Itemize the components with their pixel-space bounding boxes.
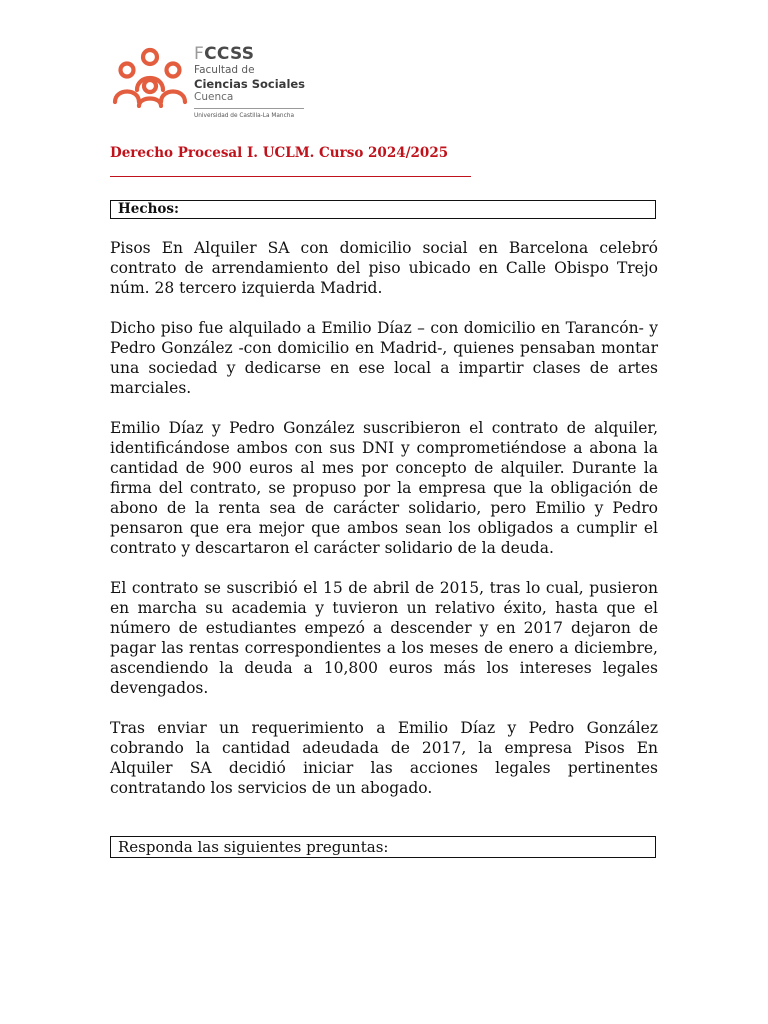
facts-body — [110, 238, 658, 818]
faculty-logo — [112, 44, 312, 128]
course-title-underline — [110, 176, 471, 177]
logo-acronym — [194, 44, 305, 64]
facts-paragraph: Tras enviar un requerimiento a Emilio Díaz y Pedro González cobrando la cantidad adeudada de 2017, la empresa Pisos En Alquiler SA decidió iniciar las acciones legales pertinentes contratando los servicios de un abogado. — [110, 719, 658, 797]
logo-line-campus: Cuenca — [194, 91, 234, 103]
facts-paragraph: Dicho piso fue alquilado a Emilio Díaz – con domicilio en Tarancón- y Pedro González -con domicilio en Madrid-, quienes pensaban montar una sociedad y dedicarse en ese local a impartir clases de artes marciales. — [110, 319, 658, 397]
logo-line-social-sciences: Ciencias Sociales — [194, 77, 306, 91]
people-group-icon — [112, 46, 188, 108]
facts-heading: Hechos: — [110, 200, 656, 219]
facts-paragraph: Pisos En Alquiler SA con domicilio social en Barcelona celebró contrato de arrendamiento del piso ubicado en Calle Obispo Trejo núm. 28 tercero izquierda Madrid. — [110, 239, 658, 297]
logo-university: Universidad de Castilla-La Mancha — [194, 113, 295, 119]
facts-paragraph: Emilio Díaz y Pedro González suscribieron el contrato de alquiler, identificándose ambos con sus DNI y comprometiéndose a abona la cantidad de 900 euros al mes por concepto de alquiler. Durante la firma del contrato, se propuso por la empresa que la obligación de abono de la renta sea de carácter solidario, pero Emilio y Pedro pensaron que era mejor que ambos sean los obligados a cumplir el contrato y descartaron el carácter solidario de la deuda. — [110, 419, 658, 557]
facts-paragraph: El contrato se suscribió el 15 de abril de 2015, tras lo cual, pusieron en marcha su academia y tuvieron un relativo éxito, hasta que el número de estudiantes empezó a descender y en 2017 dejaron de pagar las rentas correspondientes a los meses de enero a diciembre, ascendiendo la deuda a 10,800 euros más los intereses legales devengados. — [110, 579, 658, 697]
logo-acronym-rest: CCSS — [204, 44, 255, 64]
logo-divider — [194, 108, 304, 109]
logo-line-faculty: Facultad de — [194, 64, 255, 76]
logo-text — [194, 44, 305, 120]
logo-acronym-first: F — [194, 44, 205, 64]
questions-heading: Responda las siguientes preguntas: — [110, 836, 656, 858]
course-title: Derecho Procesal I. UCLM. Curso 2024/2025 — [110, 145, 449, 161]
